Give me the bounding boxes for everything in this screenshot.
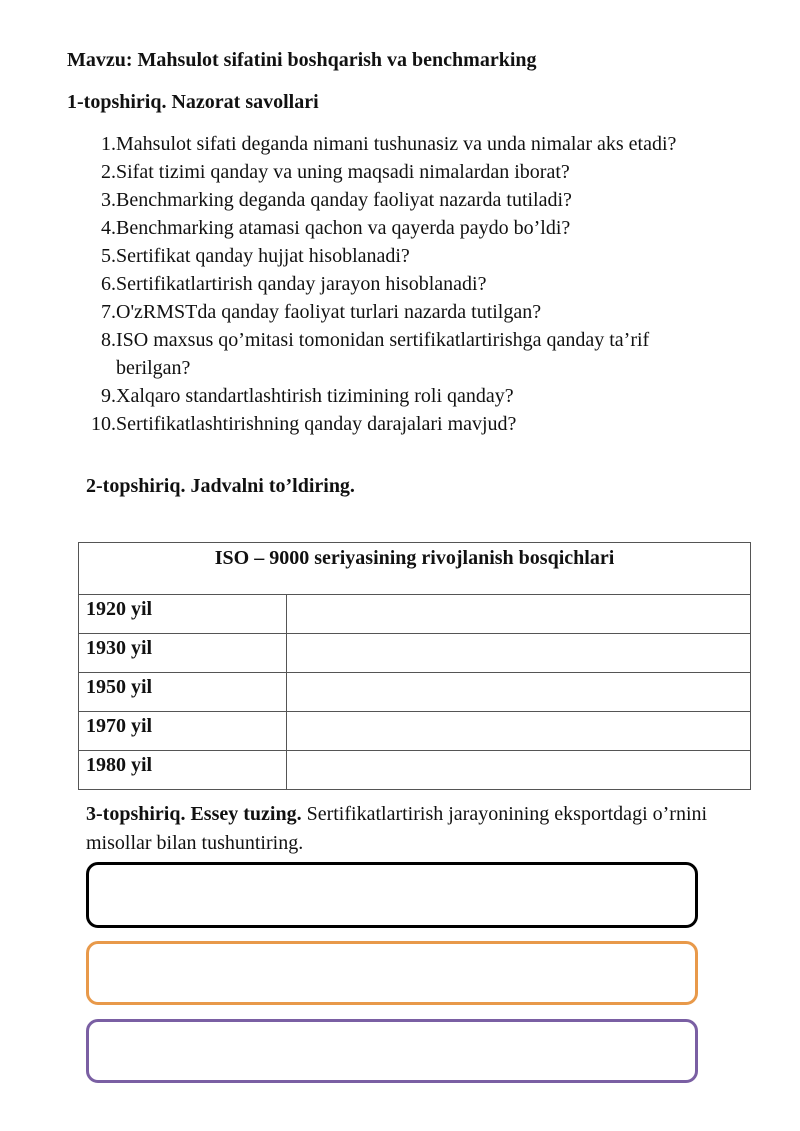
question-text: Benchmarking atamasi qachon va qayerda paydo bo’ldi? — [116, 217, 571, 239]
answer-box-orange[interactable] — [86, 941, 698, 1005]
answer-cell[interactable] — [287, 673, 751, 712]
answer-box-black[interactable] — [86, 862, 698, 928]
question-item — [86, 214, 726, 242]
answer-cell[interactable] — [287, 751, 751, 790]
table-row — [79, 595, 751, 634]
question-item — [86, 298, 726, 326]
question-text: Xalqaro standartlashtirish tizimining roli qanday? — [116, 385, 514, 407]
question-number: 9. — [101, 385, 116, 407]
task1-heading: 1-topshiriq. Nazorat savollari — [67, 91, 319, 113]
year-cell: 1950 yil — [79, 673, 287, 712]
page-title: Mavzu: Mahsulot sifatini boshqarish va benchmarking — [67, 49, 537, 71]
question-number: 2. — [101, 161, 116, 183]
answer-cell[interactable] — [287, 595, 751, 634]
task2-heading: 2-topshiriq. Jadvalni to’ldiring. — [86, 475, 355, 497]
question-number: 6. — [101, 273, 116, 295]
table-row — [79, 634, 751, 673]
answer-box-purple[interactable] — [86, 1019, 698, 1083]
question-text: Sifat tizimi qanday va uning maqsadi nimalardan iborat? — [116, 161, 570, 183]
table-header-row — [79, 543, 751, 595]
year-cell: 1920 yil — [79, 595, 287, 634]
table-row — [79, 751, 751, 790]
question-number: 3. — [101, 189, 116, 211]
question-text: Sertifikatlartirish qanday jarayon hisoblanadi? — [116, 273, 487, 295]
question-item — [86, 130, 726, 158]
question-item — [86, 186, 726, 214]
question-item — [86, 326, 726, 382]
table-row — [79, 673, 751, 712]
question-number: 8. — [101, 329, 116, 351]
question-number: 7. — [101, 301, 116, 323]
question-item — [86, 382, 726, 410]
question-text: ISO maxsus qo’mitasi tomonidan sertifikatlartirishga qanday ta’rif berilgan? — [116, 329, 650, 379]
question-number: 4. — [101, 217, 116, 239]
question-number: 5. — [101, 245, 116, 267]
task3-paragraph — [86, 800, 726, 858]
table-title: ISO – 9000 seriyasining rivojlanish bosqichlari — [79, 543, 751, 595]
answer-cell[interactable] — [287, 712, 751, 751]
task3-text: Sertifikatlartirish jarayonining eksportdagi o’rnini misollar bilan tushuntiring. — [86, 803, 708, 854]
question-text: Benchmarking deganda qanday faoliyat nazarda tutiladi? — [116, 189, 572, 211]
year-cell: 1930 yil — [79, 634, 287, 673]
year-cell: 1970 yil — [79, 712, 287, 751]
question-item — [86, 242, 726, 270]
question-number: 1. — [101, 133, 116, 155]
question-number: 10. — [91, 413, 116, 435]
question-text: Mahsulot sifati deganda nimani tushunasiz va unda nimalar aks etadi? — [116, 133, 677, 155]
year-cell: 1980 yil — [79, 751, 287, 790]
question-item — [86, 158, 726, 186]
task3-heading: 3-topshiriq. Essey tuzing. — [86, 803, 302, 825]
question-text: O'zRMSTda qanday faoliyat turlari nazarda tutilgan? — [116, 301, 542, 323]
question-text: Sertifikat qanday hujjat hisoblanadi? — [116, 245, 410, 267]
question-list — [86, 130, 726, 438]
question-item — [86, 410, 726, 438]
table-row — [79, 712, 751, 751]
stages-table — [78, 542, 751, 790]
answer-cell[interactable] — [287, 634, 751, 673]
question-text: Sertifikatlashtirishning qanday darajalari mavjud? — [116, 413, 517, 435]
question-item — [86, 270, 726, 298]
